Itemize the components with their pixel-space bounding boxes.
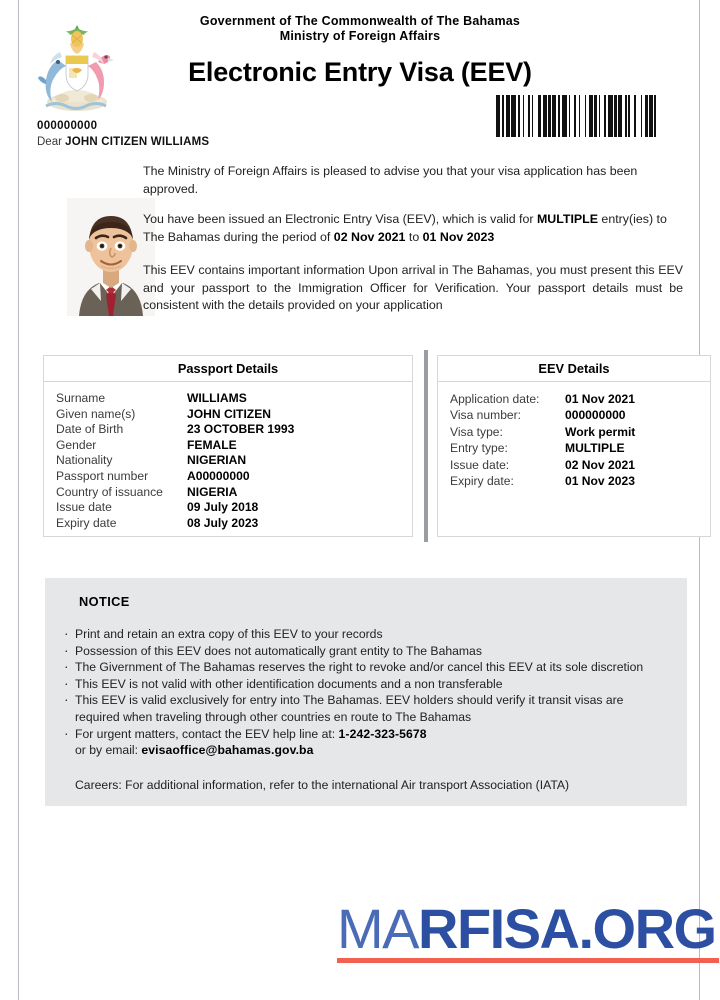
salutation-name: JOHN CITIZEN WILLIAMS	[65, 136, 210, 148]
help-line-phone[interactable]: 1-242-323-5678	[338, 726, 427, 741]
table-row	[438, 440, 710, 456]
row-label: Surname	[56, 391, 106, 405]
list-item: · Possession of this EEV does not automatically grant entity to The Bahamas	[63, 643, 669, 660]
eev-details-heading: EEV Details	[438, 356, 710, 382]
barcode-icon	[496, 95, 681, 137]
table-row	[44, 469, 412, 485]
table-row	[438, 473, 710, 489]
table-row	[438, 457, 710, 473]
row-label: Country of issuance	[56, 484, 163, 499]
row-value: NIGERIAN	[187, 453, 247, 468]
row-value: FEMALE	[187, 437, 237, 452]
valid-from-inline: 02 Nov 2021	[333, 229, 406, 244]
watermark-text-bold: RFISA.ORG	[418, 897, 716, 960]
email-prefix: or by email:	[75, 743, 142, 758]
table-row	[44, 500, 412, 516]
passport-details-rows	[44, 382, 412, 531]
table-row	[44, 516, 412, 532]
passport-details-heading: Passport Details	[44, 356, 412, 382]
notice-list	[63, 626, 669, 759]
passport-details-table	[43, 355, 413, 537]
validity-text-2: entry(ies) to The Bahamas during the period of	[143, 212, 667, 244]
visa-document-page	[18, 0, 716, 1000]
site-watermark	[337, 898, 720, 978]
page-title: Electronic Entry Visa (EEV)	[188, 57, 532, 87]
table-row	[438, 407, 710, 423]
validity-text-3: to	[405, 229, 423, 244]
table-row	[438, 424, 710, 440]
list-item: · The Givernment of The Bahamas reserves the right to revoke and/or cancel this EEV at its sole discretion	[63, 659, 669, 676]
row-label: Issue date:	[450, 457, 510, 472]
valid-to-inline: 01 Nov 2023	[422, 229, 495, 244]
row-label: Visa type:	[450, 424, 503, 439]
row-value: 23 OCTOBER 1993	[187, 422, 295, 437]
row-value: 02 Nov 2021	[565, 457, 635, 472]
government-line-1: Government of The Commonwealth of The Bahamas	[199, 14, 521, 28]
row-value: 09 July 2018	[187, 500, 259, 515]
notice-title: NOTICE	[79, 594, 130, 609]
table-row	[44, 485, 412, 501]
instructions-paragraph: This EEV contains important information Upon arrival in The Bahamas, you must present this EEV and your passport to the Immigration Officer for Verification. Your passport details must be consistent with the details provided on your application	[143, 263, 683, 312]
row-value: 01 Nov 2021	[565, 392, 635, 406]
row-value: 08 July 2023	[187, 515, 259, 530]
table-row	[438, 391, 710, 407]
table-row	[44, 407, 412, 423]
row-label: Expiry date	[56, 515, 117, 530]
row-value: 000000000	[565, 408, 626, 423]
table-row	[44, 438, 412, 454]
row-label: Application date:	[450, 392, 540, 406]
eev-details-rows	[438, 382, 710, 489]
row-value: 01 Nov 2023	[565, 474, 635, 489]
row-label: Expiry date:	[450, 474, 514, 489]
watermark-text	[337, 898, 720, 960]
row-value: WILLIAMS	[187, 391, 247, 405]
entry-type-inline: MULTIPLE	[536, 212, 598, 226]
list-item: · This EEV is valid exclusively for entry into The Bahamas. EEV holders should verify it transit visas are required when traveling through other countries en route to The Bahamas	[63, 692, 669, 725]
row-label: Gender	[56, 437, 97, 452]
table-row	[44, 453, 412, 469]
coat-of-arms-icon	[36, 22, 118, 114]
document-header	[19, 14, 701, 88]
reference-number: 000000000	[37, 120, 98, 132]
row-value: Work permit	[565, 424, 636, 439]
row-value: NIGERIA	[187, 484, 238, 499]
table-row	[44, 391, 412, 407]
list-item: · This EEV is not valid with other identification documents and a non transferable	[63, 676, 669, 693]
row-label: Entry type:	[450, 441, 508, 456]
row-label: Nationality	[56, 453, 113, 468]
row-label: Given name(s)	[56, 406, 136, 421]
details-section	[43, 355, 687, 537]
validity-text-1: You have been issued an Electronic Entry Visa (EEV), which is valid for	[143, 212, 537, 226]
row-label: Visa number:	[450, 408, 522, 423]
eev-details-table	[437, 355, 711, 537]
row-value: MULTIPLE	[565, 441, 625, 456]
contact-prefix: For urgent matters, contact the EEV help line at:	[75, 726, 339, 741]
applicant-photo	[67, 198, 155, 316]
salutation	[37, 136, 209, 148]
watermark-text-light: MA	[337, 897, 418, 960]
row-value: JOHN CITIZEN	[187, 406, 271, 421]
row-label: Date of Birth	[56, 422, 124, 437]
validity-paragraph	[143, 211, 683, 246]
notice-footer: Careers: For additional information, refer to the international Air transport Association (IATA)	[75, 777, 570, 792]
row-label: Passport number	[56, 468, 149, 483]
list-item: · Print and retain an extra copy of this EEV to your records	[63, 626, 669, 643]
row-value: A00000000	[187, 468, 250, 483]
row-label: Issue date	[56, 500, 112, 515]
table-divider	[424, 350, 428, 542]
list-item-contact	[63, 726, 669, 759]
table-row	[44, 422, 412, 438]
approval-paragraph: The Ministry of Foreign Affairs is pleased to advise you that your visa application has been approved.	[143, 164, 638, 196]
salutation-prefix: Dear	[37, 136, 66, 148]
government-line-2: Ministry of Foreign Affairs	[279, 29, 441, 43]
help-email-link[interactable]: evisaoffice@bahamas.gov.ba	[141, 743, 314, 758]
notice-section	[45, 578, 687, 806]
